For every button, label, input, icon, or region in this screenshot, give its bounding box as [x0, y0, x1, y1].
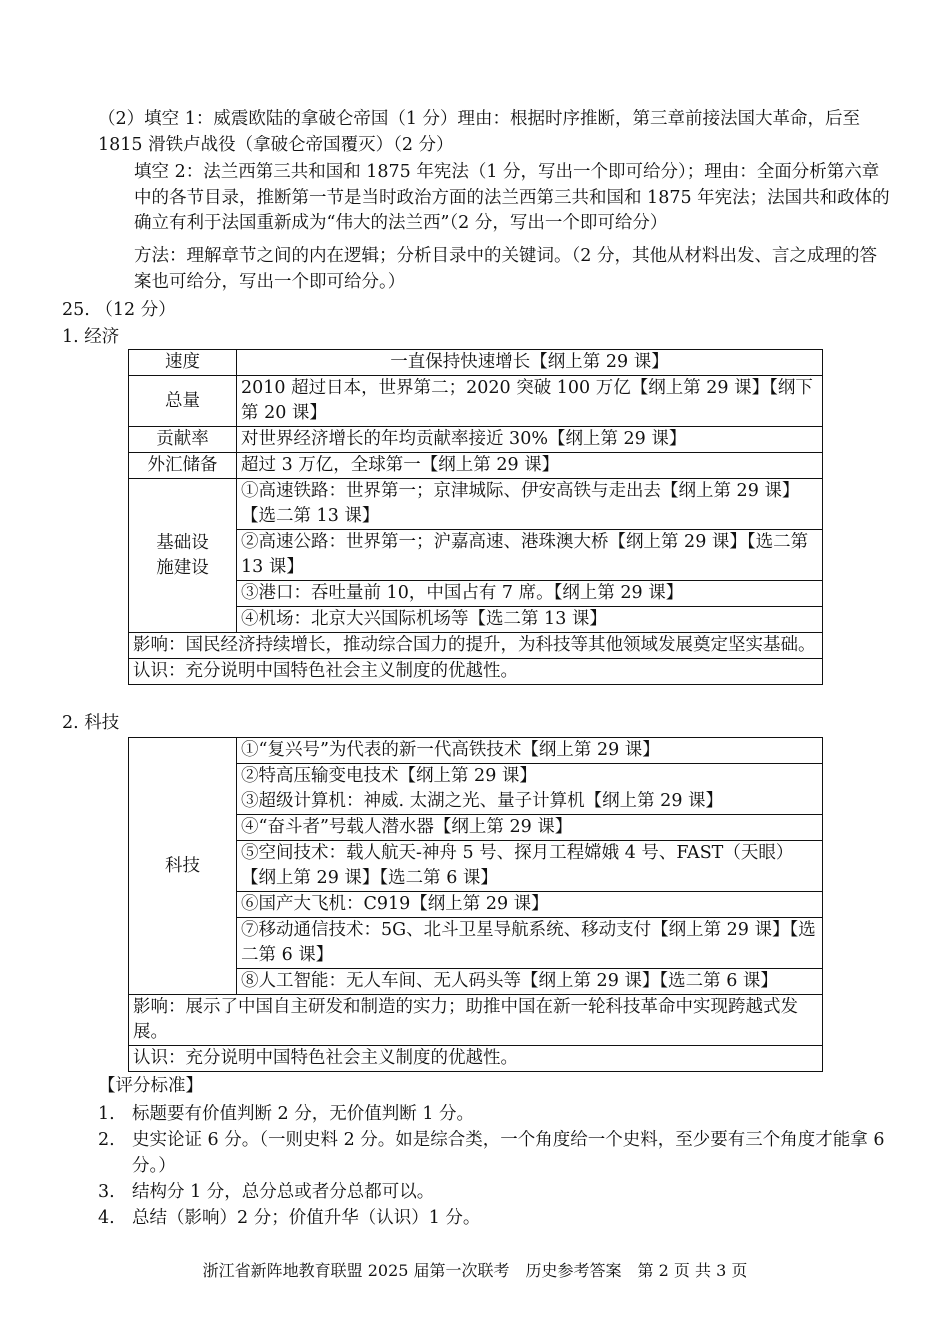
- row-label: 外汇储备: [129, 453, 237, 479]
- infra-item: ④机场：北京大兴国际机场等【选二第 13 课】: [237, 607, 823, 633]
- answer-method: 方法：理解章节之间的内在逻辑；分析目录中的关键词。（2 分，其他从材料出发、言之成理的答案也可给分，写出一个即可给分。）: [134, 246, 877, 292]
- criteria-title: 【评分标准】: [98, 1076, 203, 1096]
- tech-item: ⑥国产大飞机：C919【纲上第 29 课】: [237, 892, 823, 918]
- table-row: [129, 659, 823, 685]
- row-content: 2010 超过日本，世界第二；2020 突破 100 万亿【纲上第 29 课】【纲下第 20 课】: [237, 376, 823, 427]
- economy-impact: 影响：国民经济持续增长，推动综合国力的提升，为科技等其他领域发展奠定坚实基础。: [129, 633, 823, 659]
- table-row: [129, 995, 823, 1046]
- list-item: [98, 1205, 890, 1231]
- answer-fill-1: （2）填空 1：威震欧陆的拿破仑帝国（1 分）理由：根据时序推断，第三章前接法国大革命，后至 1815 滑铁卢战役（拿破仑帝国覆灭）（2 分）: [98, 109, 861, 155]
- item-text: 标题要有价值判断 2 分，无价值判断 1 分。: [132, 1104, 475, 1124]
- tech-item: ②特高压输变电技术【纲上第 29 课】 ③超级计算机：神威. 太湖之光、量子计算机【纲上第 29 课】: [237, 764, 823, 815]
- answer-fill-2: 填空 2：法兰西第三共和国和 1875 年宪法（1 分，写出一个即可给分）；理由：全面分析第六章中的各节目录，推断第一节是当时政治方面的法兰西第三共和国和 1875 年宪法；法国共和政体的确立有利于法国重新成为“伟大的法兰西”（2 分，写出一个即可给分）: [134, 162, 890, 233]
- tech-item: ⑤空间技术：载人航天-神舟 5 号、探月工程嫦娥 4 号、FAST（天眼）【纲上第 29 课】【选二第 6 课】: [237, 841, 823, 892]
- section-tech-heading: 2. 科技: [62, 713, 120, 733]
- item-number: 2.: [98, 1130, 115, 1150]
- tech-table: [128, 737, 823, 1072]
- list-item: [98, 1127, 890, 1179]
- economy-recognition: 认识：充分说明中国特色社会主义制度的优越性。: [129, 659, 823, 685]
- row-content: 对世界经济增长的年均贡献率接近 30%【纲上第 29 课】: [237, 427, 823, 453]
- economy-table: [128, 349, 823, 685]
- table-row: [129, 376, 823, 427]
- page-footer: 浙江省新阵地教育联盟 2025 届第一次联考 历史参考答案 第 2 页 共 3 页: [202, 1261, 748, 1280]
- section-economy-heading: 1. 经济: [62, 327, 120, 347]
- table-row: [129, 633, 823, 659]
- infra-item: ①高速铁路：世界第一；京津城际、伊安高铁与走出去【纲上第 29 课】【选二第 13 课】: [237, 479, 823, 530]
- criteria-list: [98, 1101, 890, 1231]
- question-25-label: 25. （12 分）: [62, 300, 176, 320]
- tech-label: 科技: [129, 738, 237, 995]
- list-item: [98, 1101, 890, 1127]
- tech-recognition: 认识：充分说明中国特色社会主义制度的优越性。: [129, 1046, 823, 1072]
- tech-item: ④“奋斗者”号载人潜水器【纲上第 29 课】: [237, 815, 823, 841]
- infra-item: ③港口：吞吐量前 10，中国占有 7 席。【纲上第 29 课】: [237, 581, 823, 607]
- tech-item: ①“复兴号”为代表的新一代高铁技术【纲上第 29 课】: [237, 738, 823, 764]
- table-row: [129, 479, 823, 530]
- tech-item: ⑦移动通信技术：5G、北斗卫星导航系统、移动支付【纲上第 29 课】【选二第 6 课】: [237, 918, 823, 969]
- item-text: 史实论证 6 分。（一则史料 2 分。如是综合类，一个角度给一个史料，至少要有三个角度才能拿 6 分。）: [132, 1130, 885, 1176]
- table-row: [129, 1046, 823, 1072]
- row-label: 速度: [129, 350, 237, 376]
- row-label: 总量: [129, 376, 237, 427]
- item-number: 4.: [98, 1208, 115, 1228]
- item-number: 3.: [98, 1182, 115, 1202]
- item-text: 总结（影响）2 分；价值升华（认识）1 分。: [132, 1208, 481, 1228]
- tech-item: ⑧人工智能：无人车间、无人码头等【纲上第 29 课】【选二第 6 课】: [237, 969, 823, 995]
- item-text: 结构分 1 分，总分总或者分总都可以。: [132, 1182, 435, 1202]
- row-content: 一直保持快速增长【纲上第 29 课】: [237, 350, 823, 376]
- tech-impact: 影响：展示了中国自主研发和制造的实力；助推中国在新一轮科技革命中实现跨越式发展。: [129, 995, 823, 1046]
- table-row: [129, 427, 823, 453]
- row-content: 超过 3 万亿，全球第一【纲上第 29 课】: [237, 453, 823, 479]
- table-row: [129, 350, 823, 376]
- table-row: [129, 453, 823, 479]
- row-label: 贡献率: [129, 427, 237, 453]
- table-row: [129, 738, 823, 764]
- infra-label: 基础设施建设: [129, 479, 237, 633]
- item-number: 1.: [98, 1104, 115, 1124]
- infra-item: ②高速公路：世界第一；沪嘉高速、港珠澳大桥【纲上第 29 课】【选二第 13 课】: [237, 530, 823, 581]
- list-item: [98, 1179, 890, 1205]
